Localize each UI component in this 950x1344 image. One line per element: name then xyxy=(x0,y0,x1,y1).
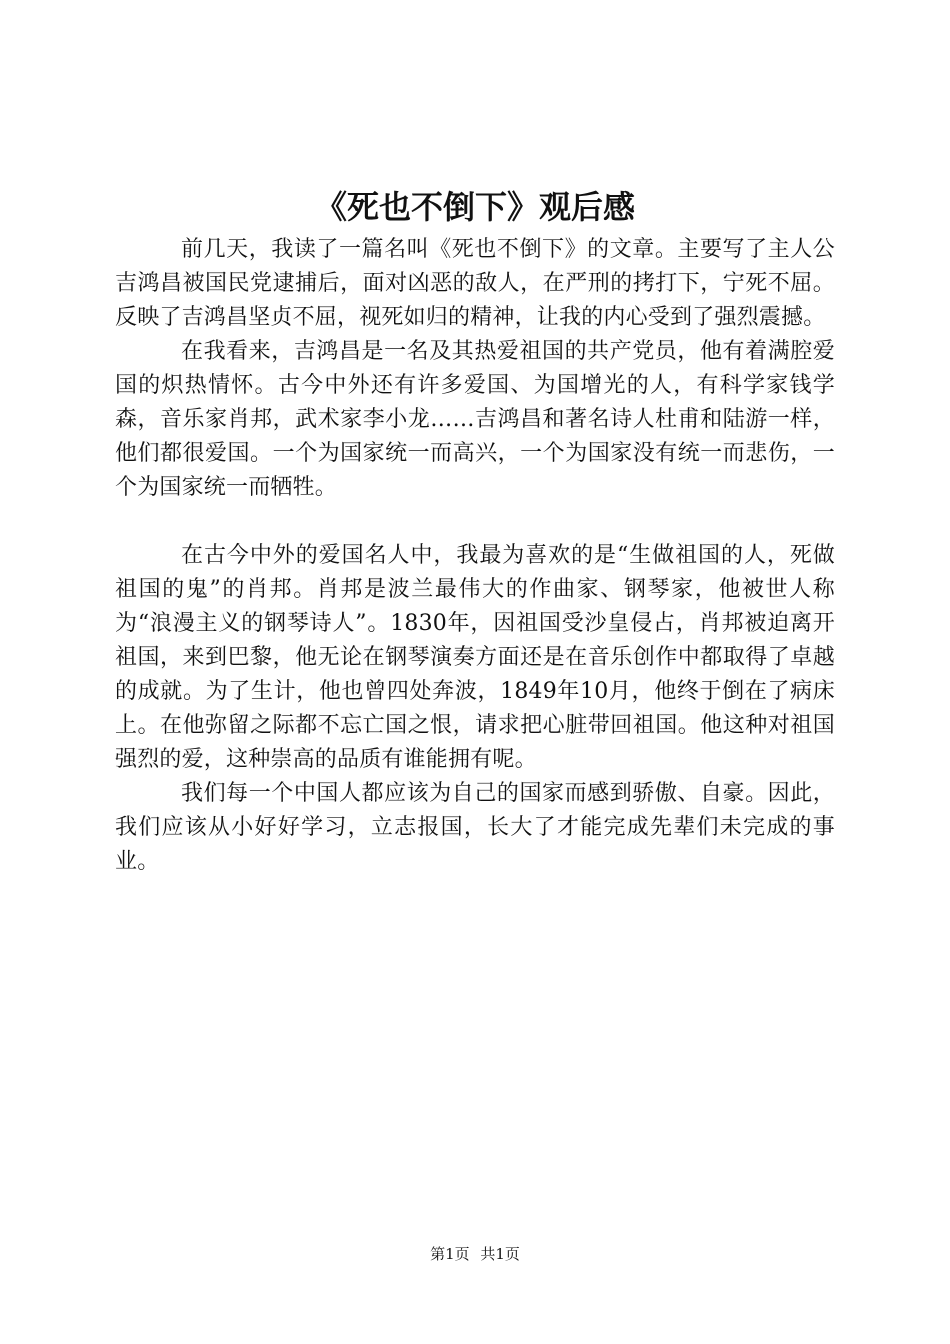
page-number: 第1页 xyxy=(430,1245,470,1263)
paragraph-1: 前几天，我读了一篇名叫《死也不倒下》的文章。主要写了主人公吉鸿昌被国民党逮捕后，面对凶恶的敌人，在严刑的拷打下，宁死不屈。反映了吉鸿昌坚贞不屈，视死如归的精神，让我的内心受到了强烈震撼。 xyxy=(115,237,835,330)
page-footer xyxy=(0,1244,950,1264)
document-title: 《死也不倒下》观后感 xyxy=(314,188,635,226)
page-total: 共1页 xyxy=(480,1245,520,1263)
document-body xyxy=(115,233,835,879)
paragraph-4: 我们每一个中国人都应该为自己的国家而感到骄傲、自豪。因此，我们应该从小好好学习，立志报国，长大了才能完成先辈们未完成的事业。 xyxy=(115,781,835,874)
paragraph-spacer xyxy=(115,505,835,539)
paragraph-3: 在古今中外的爱国名人中，我最为喜欢的是“生做祖国的人，死做祖国的鬼”的肖邦。肖邦是波兰最伟大的作曲家、钢琴家，他被世人称为“浪漫主义的钢琴诗人”。1830年，因祖国受沙皇侵占，肖邦被迫离开祖国，来到巴黎，他无论在钢琴演奏方面还是在音乐创作中都取得了卓越的成就。为了生计，他也曾四处奔波，1849年10月，他终于倒在了病床上。在他弥留之际都不忘亡国之恨，请求把心脏带回祖国。他这种对祖国强烈的爱，这种崇高的品质有谁能拥有呢。 xyxy=(115,543,835,772)
paragraph-2: 在我看来，吉鸿昌是一名及其热爱祖国的共产党员，他有着满腔爱国的炽热情怀。古今中外还有许多爱国、为国增光的人，有科学家钱学森，音乐家肖邦，武术家李小龙……吉鸿昌和著名诗人杜甫和陆游一样，他们都很爱国。一个为国家统一而高兴，一个为国家没有统一而悲伤，一个为国家统一而牺牲。 xyxy=(115,339,835,500)
